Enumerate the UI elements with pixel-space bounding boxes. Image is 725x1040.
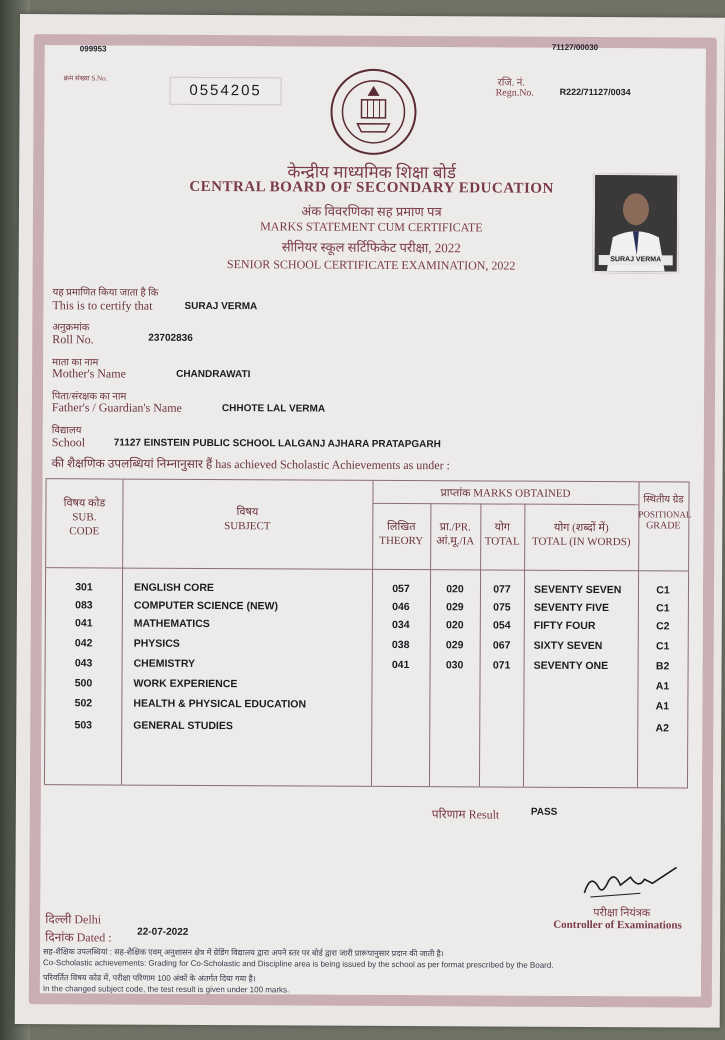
cell-code: 503	[74, 719, 93, 732]
header-code-hindi: विषय कोड	[63, 497, 106, 510]
header-grade-1: POSITIONAL	[638, 509, 692, 520]
serial-left: 099953	[79, 44, 107, 54]
cell-code: 041	[75, 617, 93, 630]
cell-code: 083	[75, 599, 93, 612]
cell-name: COMPUTER SCIENCE (NEW)	[133, 599, 279, 613]
dated-label: दिनांक Dated :	[45, 930, 112, 945]
result-value: PASS	[530, 806, 558, 818]
certificate-sheet	[15, 14, 725, 1028]
exam-title: SENIOR SCHOOL CERTIFICATE EXAMINATION, 2022	[226, 257, 516, 273]
cell-total: 077	[493, 583, 511, 596]
footnote-2: Co-Scholastic achievements: Grading for Co-Scholastic and Discipline area is being issued by the school as per format prescribed by the Board.	[43, 958, 554, 970]
issue-date: 22-07-2022	[137, 926, 189, 938]
cell-name: GENERAL STUDIES	[133, 719, 233, 733]
cell-theory: 046	[392, 600, 410, 614]
header-subject: SUBJECT	[224, 520, 271, 533]
mother-name: CHANDRAWATI	[176, 368, 251, 381]
cell-name: CHEMISTRY	[133, 657, 196, 670]
cell-grade: B2	[655, 660, 670, 673]
cell-grade: C2	[656, 620, 670, 633]
cell-code: 502	[74, 697, 93, 710]
cell-grade: A1	[655, 700, 670, 713]
cbse-emblem-icon	[327, 66, 419, 158]
student-name: SURAJ VERMA	[184, 300, 258, 313]
controller-hindi: परीक्षा नियंत्रक	[593, 907, 651, 920]
cell-name: PHYSICS	[133, 637, 180, 650]
header-code-1: SUB.	[72, 511, 97, 524]
school-hindi: विद्यालय	[51, 425, 82, 437]
cell-total: 067	[492, 639, 511, 652]
cell-words: SIXTY SEVEN	[533, 639, 603, 653]
header-total: TOTAL	[484, 535, 520, 548]
father-label: Father's / Guardian's Name	[51, 400, 182, 415]
cell-total: 075	[493, 601, 511, 614]
cell-grade: C1	[655, 640, 670, 653]
result-label: परिणाम Result	[431, 807, 500, 822]
achievement-intro: की शैक्षणिक उपलब्धियां निम्नानुसार हैं has achieved Scholastic Achievements as under :	[51, 456, 450, 473]
regn-number: R222/71127/0034	[559, 86, 631, 98]
header-total-hindi: योग	[494, 521, 511, 534]
regn-label: Regn.No.	[495, 87, 534, 99]
place: दिल्ली Delhi	[45, 912, 102, 927]
header-words: TOTAL (IN WORDS)	[531, 535, 631, 549]
cert-number: 0554205	[170, 77, 282, 106]
cell-words	[533, 722, 637, 723]
header-theory: THEORY	[379, 534, 424, 548]
cell-grade: A1	[655, 680, 670, 693]
cell-theory: 041	[391, 658, 410, 672]
school-name: 71127 EINSTEIN PUBLIC SCHOOL LALGANJ AJHARA PRATAPGARH	[113, 437, 441, 451]
regn-label-hi: रजि. नं.	[497, 77, 525, 89]
header-words-hindi: योग (शब्दों में)	[553, 521, 609, 535]
father-name: CHHOTE LAL VERMA	[221, 403, 326, 415]
cell-name: WORK EXPERIENCE	[133, 677, 238, 691]
header-pr: प्रा./PR.	[439, 521, 471, 534]
roll-label: Roll No.	[52, 332, 94, 347]
serial-right: 71127/00030	[551, 42, 599, 53]
cell-pr: 020	[446, 583, 464, 596]
page-title: CENTRAL BOARD OF SECONDARY EDUCATION	[189, 178, 554, 197]
cell-words	[533, 700, 637, 701]
header-subject-hindi: विषय	[236, 506, 259, 519]
cell-words: SEVENTY FIVE	[533, 601, 610, 615]
marks-table	[44, 478, 690, 788]
header-marks: प्राप्तांक MARKS OBTAINED	[440, 487, 571, 500]
cell-name: ENGLISH CORE	[133, 581, 214, 595]
photo-caption: SURAJ VERMA	[599, 255, 673, 265]
header-grade-2: GRADE	[646, 520, 681, 532]
controller-title: Controller of Examinations	[553, 918, 682, 932]
cell-total: 054	[493, 619, 511, 632]
footnote-4: In the changed subject code, the test result is given under 100 marks.	[42, 984, 290, 995]
subtitle: MARKS STATEMENT CUM CERTIFICATE	[260, 219, 483, 235]
cell-name: HEALTH & PHYSICAL EDUCATION	[133, 697, 307, 711]
cell-words: FIFTY FOUR	[533, 619, 596, 633]
cell-words: SEVENTY SEVEN	[533, 583, 622, 597]
cell-grade: C1	[656, 584, 670, 597]
certify-hindi: यह प्रमाणित किया जाता है कि	[52, 287, 159, 299]
cell-theory: 038	[391, 638, 410, 652]
certify-label: This is to certify that	[52, 298, 153, 313]
header-ia: आं.मू./IA	[436, 535, 475, 548]
footnote-1: सह-शैक्षिक उपलब्धियां : सह-शैक्षिक एवम् अनुशासन क्षेत्र में ग्रेडिंग विद्यालय द्वारा अपने स्तर पर बोर्ड द्वारा जारी प्रारूपानुसार प्रदान की जाती है।	[43, 947, 444, 959]
cell-pr: 020	[446, 619, 464, 632]
cell-grade: C1	[656, 602, 670, 615]
footnote-3: परिवर्तित विषय कोड में, परीक्षा परिणाम 100 अंकों के अंतर्गत दिया गया है।	[42, 973, 256, 984]
cell-code: 301	[75, 581, 93, 594]
cell-total: 071	[492, 659, 511, 672]
roll-hindi: अनुक्रमांक	[52, 322, 90, 334]
mother-label: Mother's Name	[52, 366, 126, 381]
father-hindi: पिता/संरक्षक का नाम	[51, 391, 127, 403]
cell-code: 500	[74, 677, 93, 690]
cell-name: MATHEMATICS	[133, 617, 210, 631]
subtitle-hindi: अंक विवरणिका सह प्रमाण पत्र	[301, 203, 442, 220]
header-code-2: CODE	[69, 525, 100, 538]
cell-pr: 030	[445, 659, 464, 672]
cell-pr: 029	[445, 639, 464, 652]
cell-grade: A2	[655, 722, 670, 735]
title-hindi: केन्द्रीय माध्यमिक शिक्षा बोर्ड	[287, 162, 457, 183]
school-label: School	[51, 435, 86, 450]
cell-pr: 029	[446, 601, 464, 614]
signature-icon	[580, 863, 680, 904]
student-photo	[593, 173, 680, 273]
header-grade-hindi: स्थितीय ग्रेड	[643, 494, 684, 506]
roll-number: 23702836	[148, 332, 193, 344]
cell-code: 043	[74, 657, 93, 670]
cell-theory: 034	[392, 618, 410, 632]
cell-words: SEVENTY ONE	[533, 659, 609, 673]
mother-hindi: माता का नाम	[52, 357, 99, 369]
cell-code: 042	[74, 637, 93, 650]
cell-words	[534, 680, 638, 681]
cert-number-label: क्रम संख्या S.No.	[63, 74, 108, 83]
header-theory-hindi: लिखित	[387, 520, 416, 534]
cell-theory: 057	[392, 582, 410, 596]
exam-hindi: सीनियर स्कूल सर्टिफिकेट परीक्षा, 2022	[281, 239, 461, 256]
